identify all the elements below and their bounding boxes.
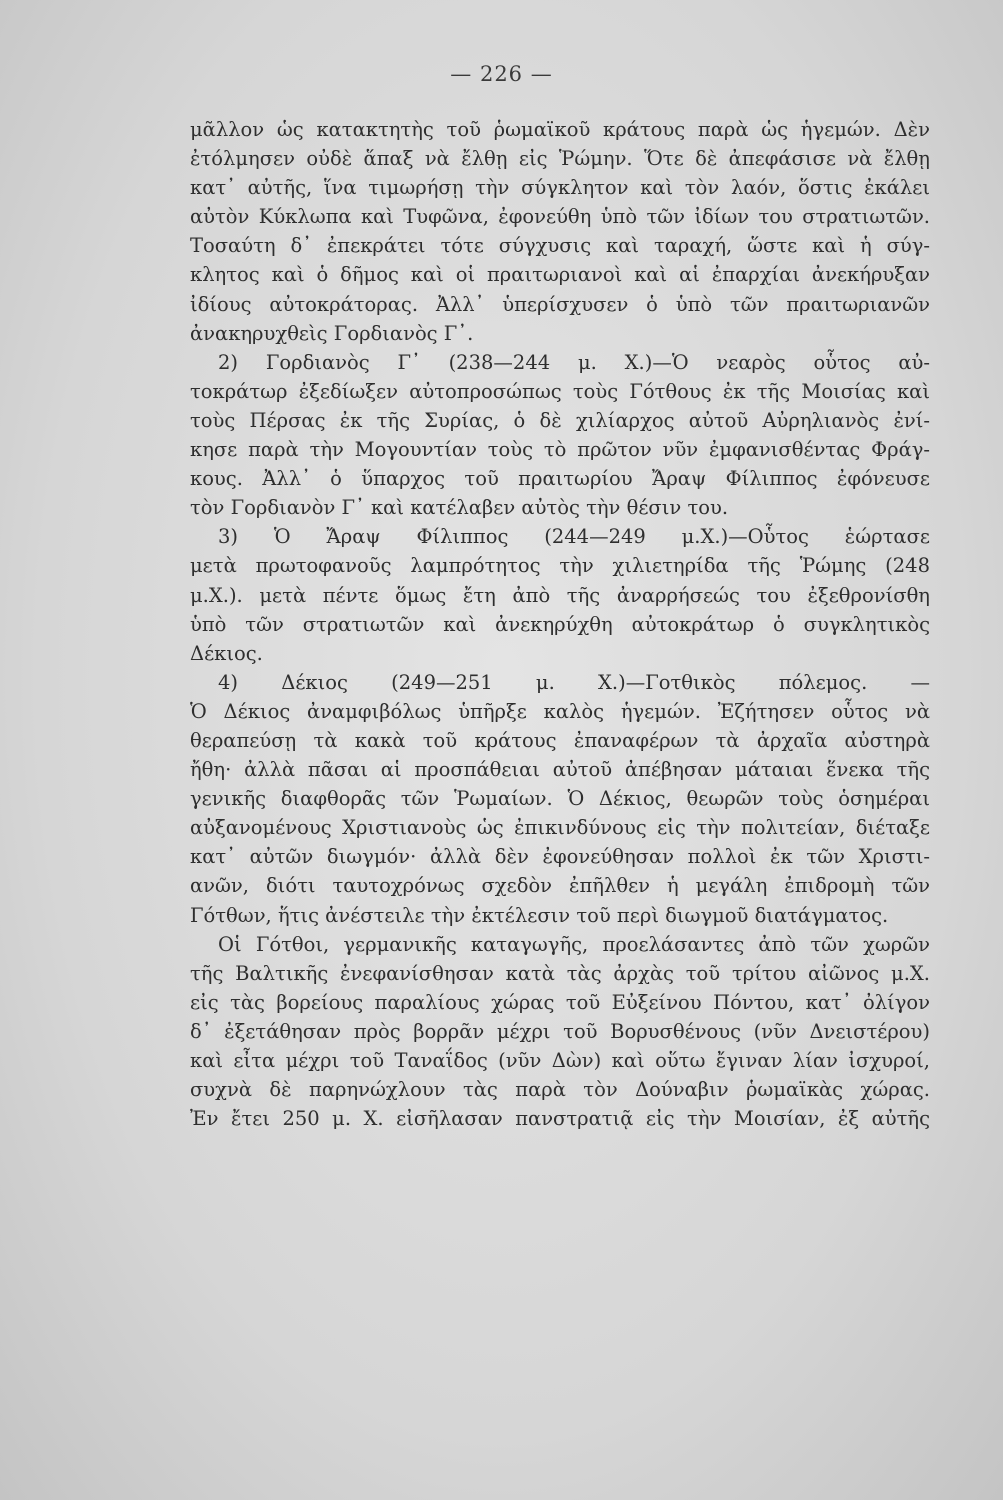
text-line: Ὁ Δέκιος ἀναμφιβόλως ὑπῆρξε καλὸς ἡγεμών. Ἐζήτησεν οὗτος νὰ xyxy=(190,699,930,723)
text-line: ανῶν, διότι ταυτοχρόνως σχεδὸν ἐπῆλθεν ἡ μεγάλη ἐπιδρομὴ τῶν xyxy=(190,874,930,898)
text-line: Δέκιος. xyxy=(190,641,263,665)
text-line: Γότθων, ἥτις ἀνέστειλε τὴν ἐκτέλεσιν τοῦ περὶ διωγμοῦ διατάγματος. xyxy=(190,903,889,927)
text-line: μᾶλλον ὡς κατακτητὴς τοῦ ῥωμαϊκοῦ κράτους παρὰ ὡς ἡγεμών. Δὲν xyxy=(190,118,930,141)
text-line: θεραπεύσῃ τὰ κακὰ τοῦ κράτους ἐπαναφέρων τὰ ἀρχαῖα αὐστηρὰ xyxy=(190,728,930,752)
text-line: γενικῆς διαφθορᾶς τῶν Ῥωμαίων. Ὁ Δέκιος, θεωρῶν τοὺς ὁσημέραι xyxy=(190,787,930,811)
text-line: Τοσαύτη δ᾽ ἐπεκράτει τότε σύγχυσις καὶ ταραχή, ὥστε καὶ ἡ σύγ- xyxy=(190,234,930,258)
text-line: 4) Δέκιος (249—251 μ. Χ.)—Γοτθικὸς πόλεμος. — xyxy=(218,670,930,694)
text-line: Ἐν ἔτει 250 μ. Χ. εἰσῆλασαν πανστρατιᾷ εἰς τὴν Μοισίαν, ἐξ αὐτῆς xyxy=(190,1107,930,1131)
text-line: 2) Γορδιανὸς Γ᾽ (238—244 μ. Χ.)—Ὁ νεαρὸς οὗτος αὐ- xyxy=(218,350,930,374)
text-line: καὶ εἶτα μέχρι τοῦ Ταναΐδος (νῦν Δὼν) καὶ οὕτω ἔγιναν λίαν ἰσχυροί, xyxy=(190,1049,930,1072)
text-line: εἰς τὰς βορείους παραλίους χώρας τοῦ Εὐξείνου Πόντου, κατ᾽ ὀλίγον xyxy=(190,990,930,1014)
body-text xyxy=(190,115,930,1133)
text-line: κους. Ἀλλ᾽ ὁ ὕπαρχος τοῦ πραιτωρίου Ἄραψ Φίλιππος ἐφόνευσε xyxy=(190,467,930,491)
text-line: Οἱ Γότθοι, γερμανικῆς καταγωγῆς, προελάσαντες ἀπὸ τῶν χωρῶν xyxy=(218,932,930,956)
text-line: μετὰ πρωτοφανοῦς λαμπρότητος τὴν χιλιετηρίδα τῆς Ῥώμης (248 xyxy=(190,554,930,578)
text-line: συχνὰ δὲ παρηνώχλουν τὰς παρὰ τὸν Δούναβιν ῥωμαϊκὰς χώρας. xyxy=(190,1078,930,1102)
text-line: αὐξανομένους Χριστιανοὺς ὡς ἐπικινδύνους εἰς τὴν πολιτείαν, διέταξε xyxy=(190,816,930,840)
text-line: αὐτὸν Κύκλωπα καὶ Τυφῶνα, ἐφονεύθη ὑπὸ τῶν ἰδίων του στρατιωτῶν. xyxy=(190,205,930,229)
text-line: τῆς Βαλτικῆς ἐνεφανίσθησαν κατὰ τὰς ἀρχὰς τοῦ τρίτου αἰῶνος μ.Χ. xyxy=(190,961,930,985)
text-line: τὸν Γορδιανὸν Γ᾽ καὶ κατέλαβεν αὐτὸς τὴν θέσιν του. xyxy=(190,496,729,520)
text-line: κλητος καὶ ὁ δῆμος καὶ οἱ πραιτωριανοὶ καὶ αἱ ἐπαρχίαι ἀνεκήρυξαν xyxy=(190,263,930,287)
text-line: ἰδίους αὐτοκράτορας. Ἀλλ᾽ ὑπερίσχυσεν ὁ ὑπὸ τῶν πραιτωριανῶν xyxy=(190,292,930,316)
text-line: κησε παρὰ τὴν Μογουντίαν τοὺς τὸ πρῶτον νῦν ἐμφανισθέντας Φράγ- xyxy=(190,438,930,462)
text-line: ὑπὸ τῶν στρατιωτῶν καὶ ἀνεκηρύχθη αὐτοκράτωρ ὁ συγκλητικὸς xyxy=(190,612,930,636)
text-line: τοὺς Πέρσας ἐκ τῆς Συρίας, ὁ δὲ χιλίαρχος αὐτοῦ Αὐρηλιανὸς ἐνί- xyxy=(190,408,930,432)
text-line: τοκράτωρ ἐξεδίωξεν αὐτοπροσώπως τοὺς Γότθους ἐκ τῆς Μοισίας καὶ xyxy=(190,379,930,403)
text-line: μ.Χ.). μετὰ πέντε ὅμως ἔτη ἀπὸ τῆς ἀναρρήσεώς του ἐξεθρονίσθη xyxy=(190,583,930,607)
text-line: 3) Ὁ Ἄραψ Φίλιππος (244—249 μ.Χ.)—Οὗτος ἑώρτασε xyxy=(218,525,930,549)
text-line: ἐτόλμησεν οὐδὲ ἅπαξ νὰ ἔλθῃ εἰς Ῥώμην. Ὅτε δὲ ἀπεφάσισε νὰ ἔλθῃ xyxy=(190,147,930,171)
page-number: — 226 — xyxy=(450,62,553,86)
text-line: ἤθη· ἀλλὰ πᾶσαι αἱ προσπάθειαι αὐτοῦ ἀπέβησαν μάταιαι ἕνεκα τῆς xyxy=(190,758,930,782)
text-line: κατ᾽ αὐτῶν διωγμόν· ἀλλὰ δὲν ἐφονεύθησαν πολλοὶ ἐκ τῶν Χριστι- xyxy=(190,845,930,869)
text-line: ἀνακηρυχθεὶς Γορδιανὸς Γ᾽. xyxy=(190,321,474,345)
text-line: κατ᾽ αὐτῆς, ἵνα τιμωρήσῃ τὴν σύγκλητον καὶ τὸν λαόν, ὅστις ἐκάλει xyxy=(190,176,930,200)
text-line: δ᾽ ἐξετάθησαν πρὸς βορρᾶν μέχρι τοῦ Βορυσθένους (νῦν Δνειστέρου) xyxy=(190,1019,930,1043)
